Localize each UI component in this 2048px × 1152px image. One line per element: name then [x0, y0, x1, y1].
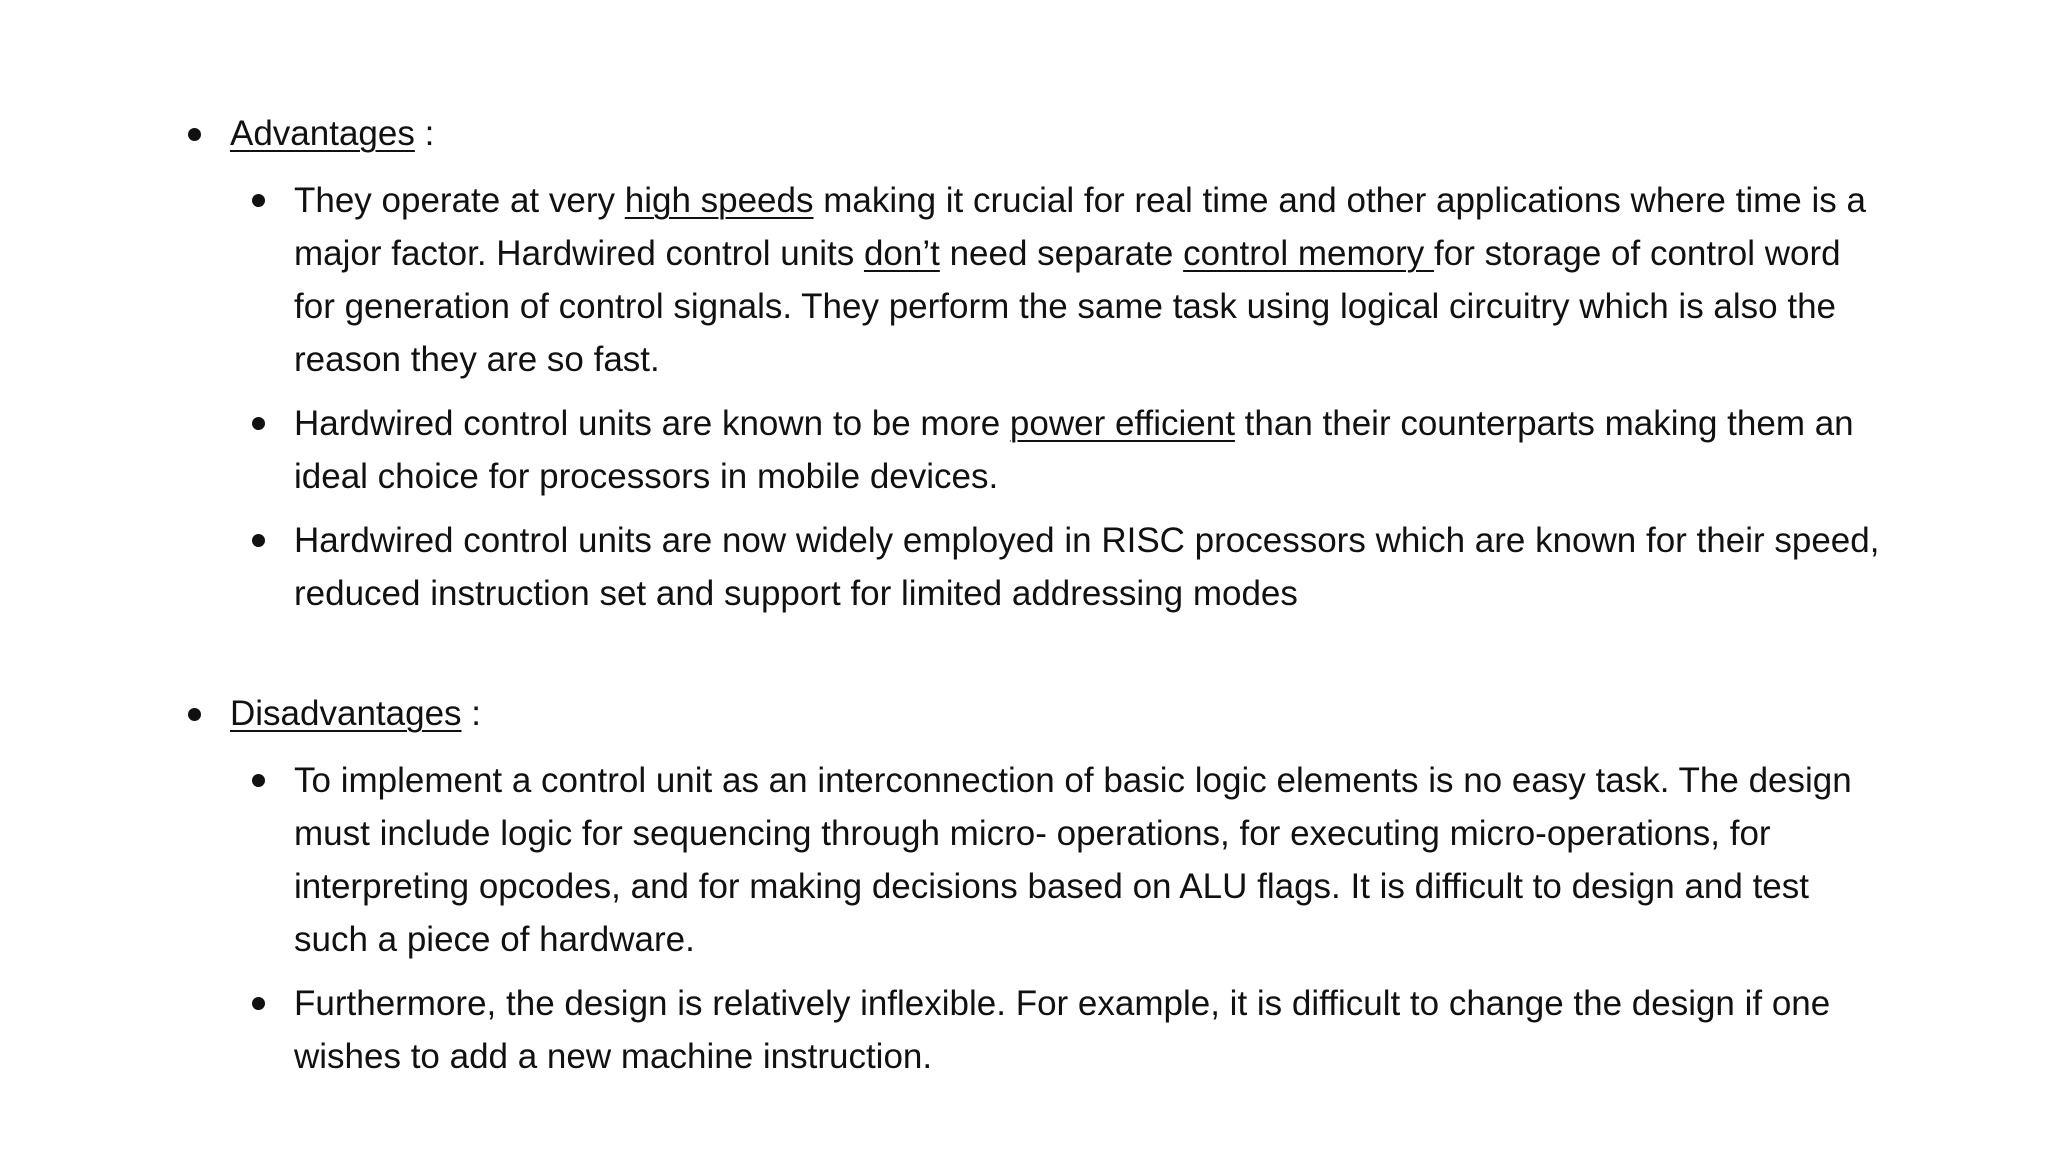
text-run: Hardwired control units are now widely employed in RISC processors which are known for their speed, reduced instruction set and support for limited addressing modes [294, 521, 1880, 613]
disadvantage-item-complexity [250, 754, 1884, 966]
underlined-term-control-memory: control memory [1183, 234, 1435, 273]
text-run: need separate [939, 234, 1184, 273]
disadvantages-section [186, 692, 1886, 1083]
underlined-term-power-efficient: power efficient [1009, 404, 1235, 443]
bullet-icon [252, 774, 265, 787]
disadvantages-heading-colon: : [461, 694, 481, 733]
underlined-term-high-speeds: high speeds [624, 181, 814, 220]
underlined-term-dont: don’t [863, 234, 940, 273]
bullet-icon [252, 194, 265, 207]
advantage-item-speed [250, 174, 1884, 386]
bullet-icon [252, 417, 265, 430]
disadvantage-item-inflexible [250, 977, 1884, 1083]
text-run: Hardwired control units are known to be more [294, 404, 1010, 443]
advantages-heading-colon: : [414, 114, 435, 153]
text-run: Furthermore, the design is relatively inflexible. For example, it is difficult to change the design if one wishes to add a new machine instruction. [294, 984, 1831, 1076]
disadvantages-heading: Disadvantages [230, 694, 462, 733]
text-run: making it crucial for real time and other applications where time is a major factor. Hardwired control units [294, 181, 1866, 273]
text-run: than their counterparts making them an ideal choice for processors in mobile devices. [294, 404, 1854, 496]
advantage-item-power [250, 397, 1884, 503]
bullet-icon [252, 534, 265, 547]
text-run: for storage of control word for generation of control signals. They perform the same task using logical circuitry which is also the reason they are so fast. [294, 234, 1841, 379]
advantages-heading-row [186, 112, 1886, 156]
advantages-heading: Advantages [230, 114, 415, 153]
bullet-icon [188, 708, 201, 721]
bullet-icon [252, 997, 265, 1010]
disadvantages-heading-row [186, 692, 1886, 736]
text-run: They operate at very [294, 181, 625, 220]
advantage-item-risc [250, 514, 1884, 620]
advantages-list [186, 174, 1886, 620]
bullet-icon [188, 128, 201, 141]
disadvantages-list [186, 754, 1886, 1083]
advantages-section [186, 112, 1886, 620]
text-run: To implement a control unit as an interconnection of basic logic elements is no easy task. The design must include logic for sequencing through micro- operations, for executing micro-operations, for interpreting opcodes, and for making decisions based on ALU flags. It is difficult to design and test such a piece of hardware. [294, 761, 1852, 959]
